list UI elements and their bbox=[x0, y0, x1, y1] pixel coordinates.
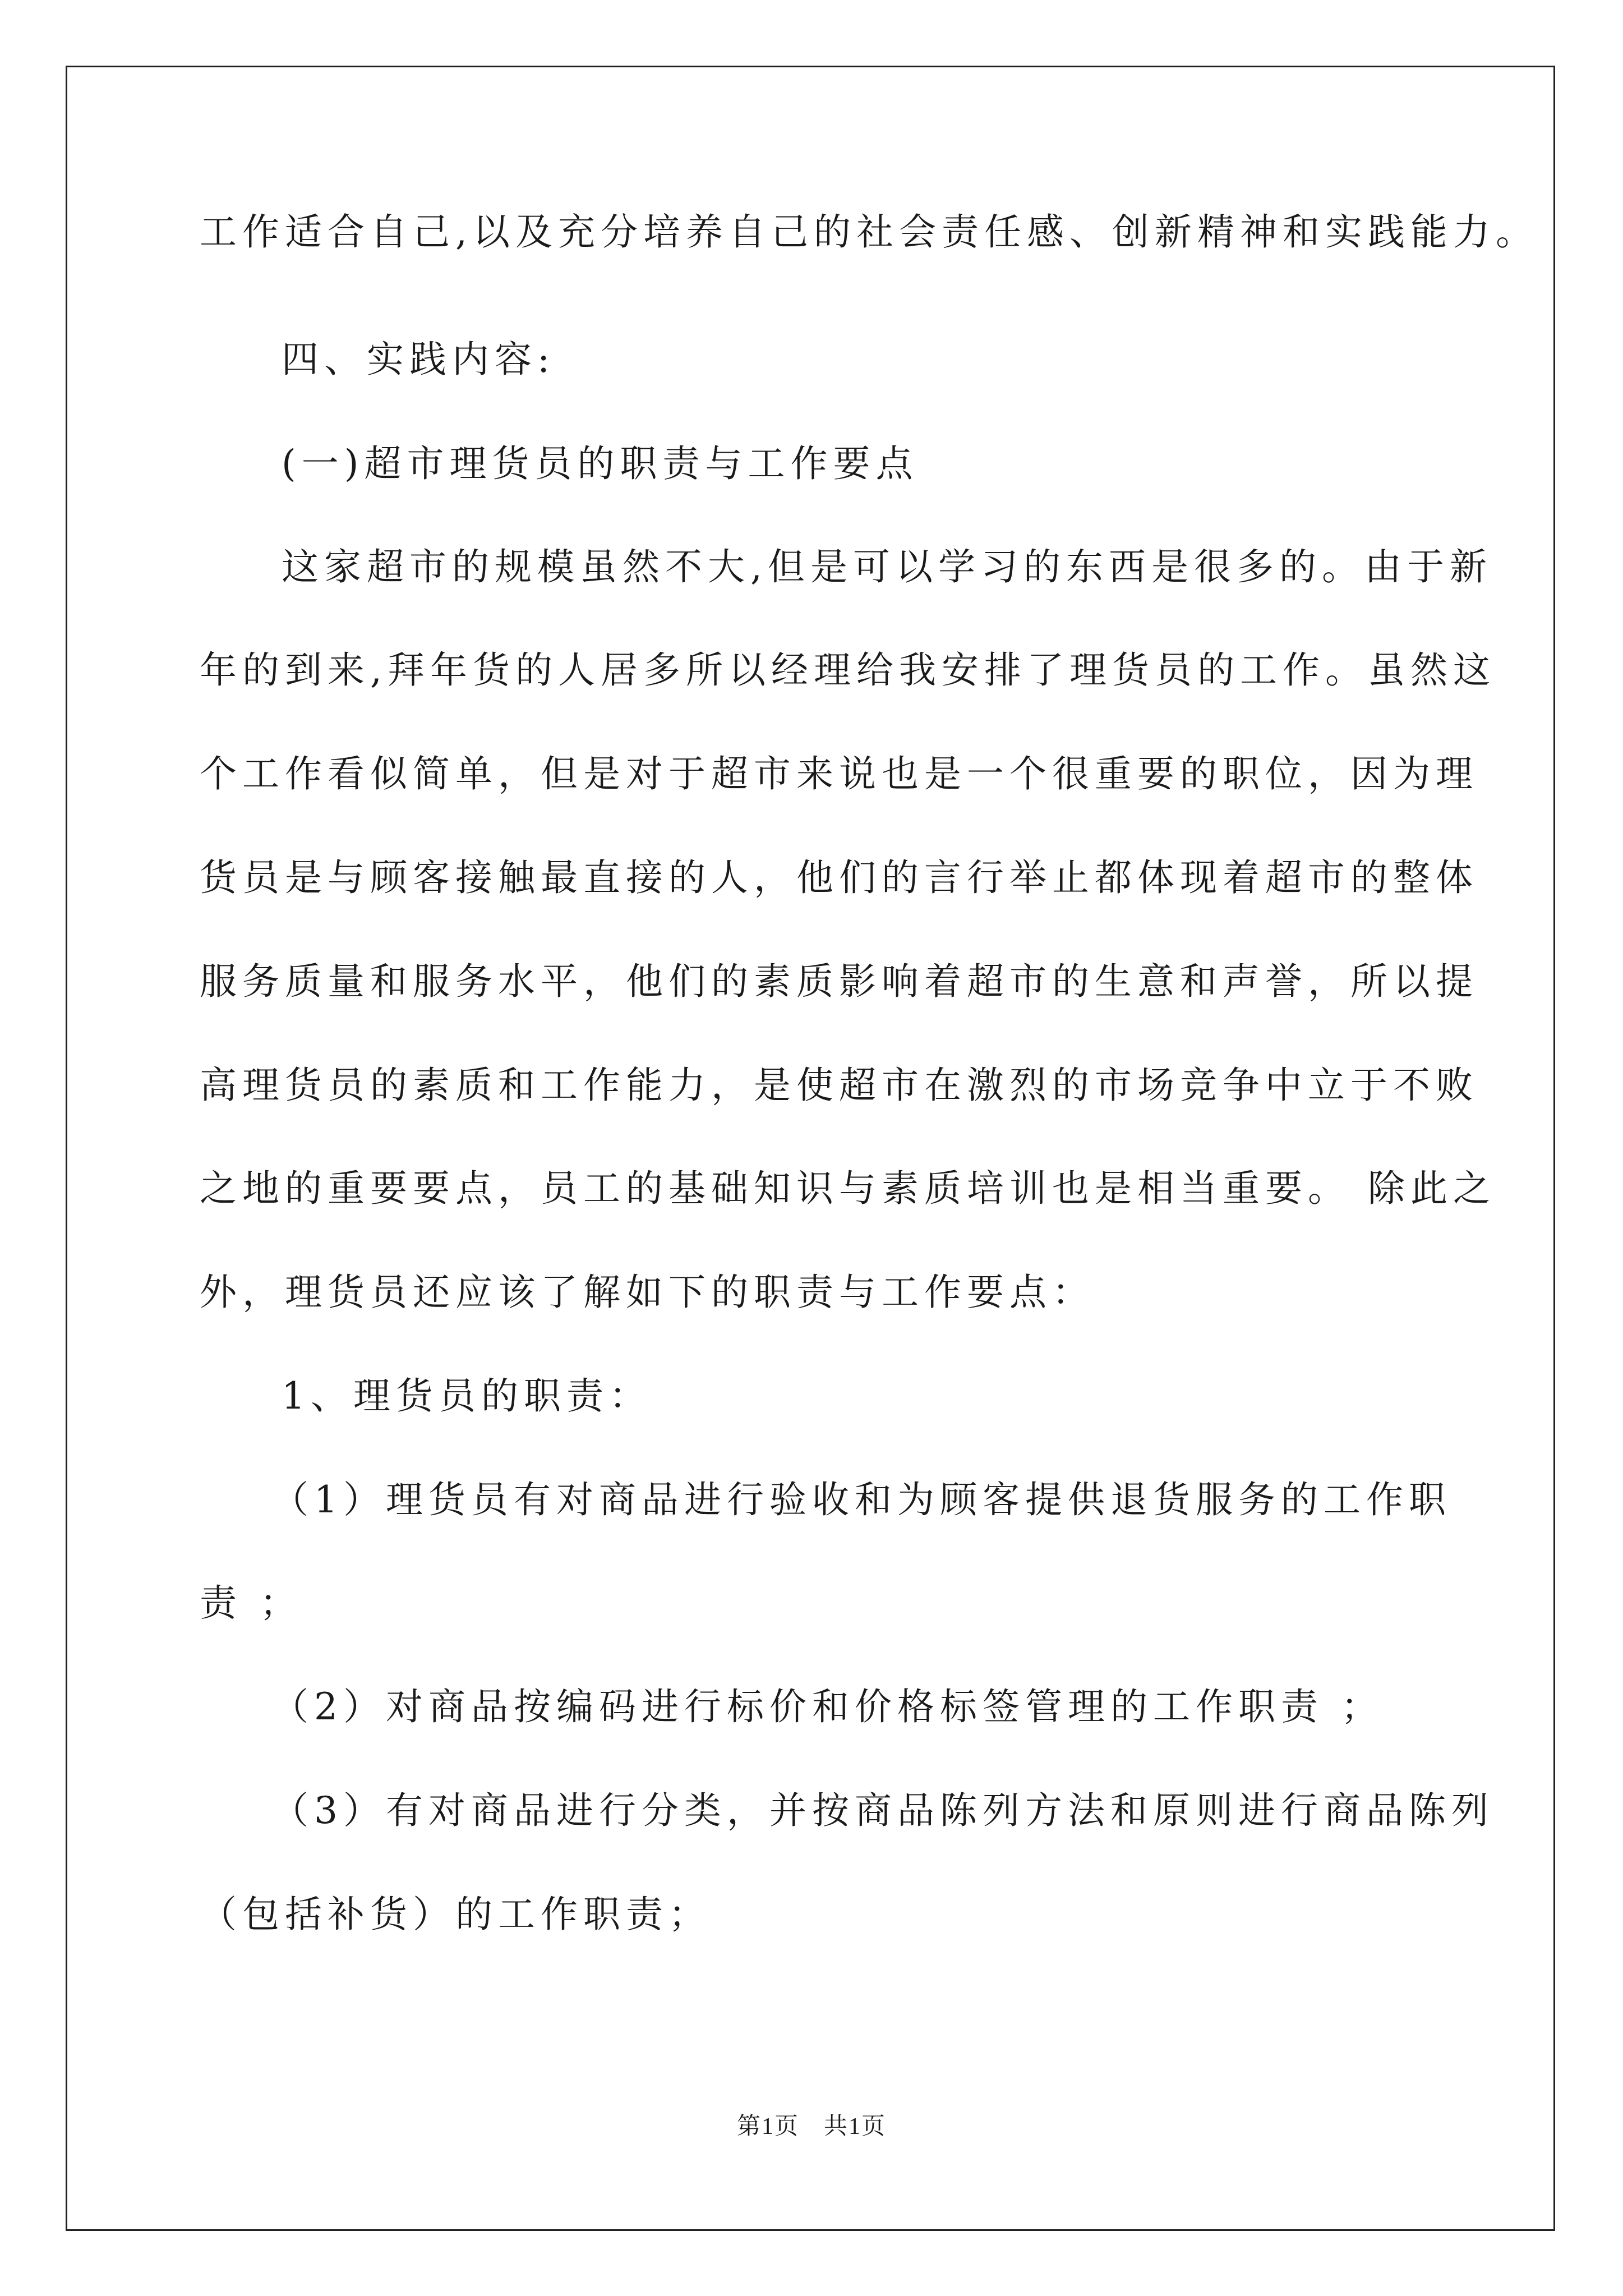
paragraph-line-1: 工作适合自己,以及充分培养自己的社会责任感、创新精神和实践能力。 bbox=[200, 210, 1538, 254]
list-heading-duties: 1、理货员的职责： bbox=[282, 1374, 652, 1418]
paragraph-line-5: 年的到来,拜年货的人居多所以经理给我安排了理货员的工作。虽然这 bbox=[200, 648, 1496, 692]
section-heading-practice-content: 四、实践内容: bbox=[282, 338, 556, 381]
page-number-footer: 第1页 共1页 bbox=[736, 2114, 886, 2139]
list-item-2: （2）对商品按编码进行标价和价格标签管理的工作职责 ； bbox=[271, 1685, 1384, 1728]
paragraph-line-8: 服务质量和服务水平，他们的素质影响着超市的生意和声誉，所以提 bbox=[200, 960, 1478, 1003]
list-item-3-line-1: （3）有对商品进行分类，并按商品陈列方法和原则进行商品陈列 bbox=[271, 1789, 1494, 1832]
paragraph-line-6: 个工作看似简单，但是对于超市来说也是一个很重要的职位，因为理 bbox=[200, 752, 1478, 795]
list-item-1-line-1: （1）理货员有对商品进行验收和为顾客提供退货服务的工作职 bbox=[271, 1478, 1451, 1521]
paragraph-line-7: 货员是与顾客接触最直接的人，他们的言行举止都体现着超市的整体 bbox=[200, 856, 1478, 899]
paragraph-line-4: 这家超市的规模虽然不大,但是可以学习的东西是很多的。由于新 bbox=[282, 545, 1492, 588]
paragraph-line-10: 之地的重要要点，员工的基础知识与素质培训也是相当重要。 除此之 bbox=[200, 1167, 1496, 1210]
subsection-heading-duties: (一)超市理货员的职责与工作要点 bbox=[282, 442, 919, 485]
paragraph-line-11: 外，理货员还应该了解如下的职责与工作要点： bbox=[200, 1271, 1095, 1314]
list-item-3-line-2: （包括补货）的工作职责； bbox=[200, 1893, 711, 1936]
list-item-1-line-2: 责 ； bbox=[200, 1581, 302, 1625]
paragraph-line-9: 高理货员的素质和工作能力，是使超市在激烈的市场竞争中立于不败 bbox=[200, 1064, 1478, 1107]
